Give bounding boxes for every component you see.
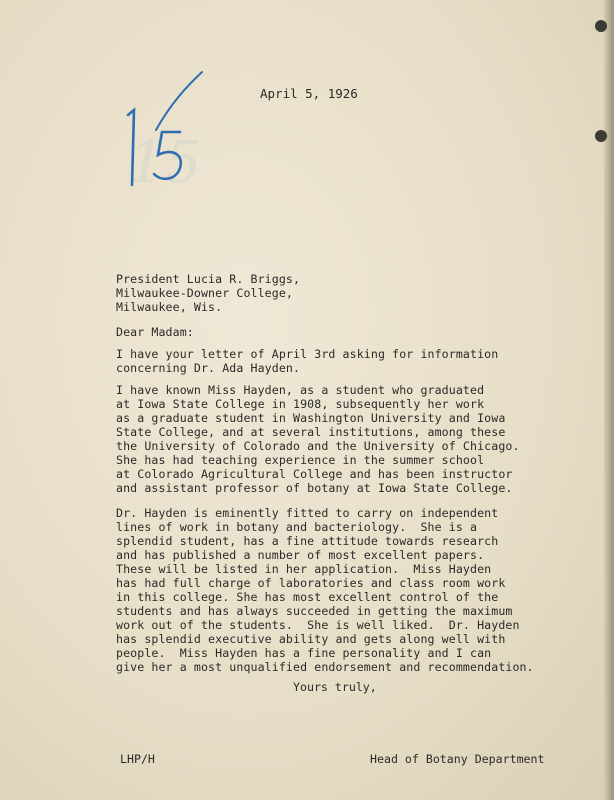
body-line: lines of work in botany and bacteriology. She is a [116,520,478,534]
body-line: in this college. She has most excellent control of the [116,590,499,604]
closing: Yours truly, [293,680,377,694]
body-line: as a graduate student in Washington University and Iowa [116,411,506,425]
body-line: has splendid executive ability and gets along well with [116,632,506,646]
recipient-line: Milwaukee, Wis. [116,300,223,314]
letter-date: April 5, 1926 [260,86,358,101]
handwritten-note: 15 [128,128,202,196]
punch-hole [595,130,607,142]
body-line: These will be listed in her application. Miss Hayden [116,562,492,576]
body-line: people. Miss Hayden has a fine personality and I can [116,646,492,660]
body-line: and assistant professor of botany at Iowa State College. [116,481,513,495]
handwritten-annotation [110,70,220,200]
recipient-line: President Lucia R. Briggs, [116,272,301,286]
body-line: and has published a number of most excellent papers. [116,548,485,562]
body-line: the University of Colorado and the University of Chicago. [116,439,520,453]
punch-hole [595,20,607,32]
body-line: students and has always succeeded in getting the maximum [116,604,513,618]
body-line: has had full charge of laboratories and class room work [116,576,506,590]
body-line: Dr. Hayden is eminently fitted to carry on independent [116,506,499,520]
signer-title: Head of Botany Department [370,752,545,766]
body-line: give her a most unqualified endorsement and recommendation. [116,660,534,674]
body-line: concerning Dr. Ada Hayden. [116,361,301,375]
body-line: She has had teaching experience in the summer school [116,453,485,467]
body-line: splendid student, has a fine attitude towards research [116,534,499,548]
body-line: I have known Miss Hayden, as a student who graduated [116,383,485,397]
body-line: I have your letter of April 3rd asking for information [116,347,499,361]
recipient-line: Milwaukee-Downer College, [116,286,294,300]
body-line: at Iowa State College in 1908, subsequently her work [116,397,485,411]
page-edge [604,0,614,800]
salutation: Dear Madam: [116,325,194,339]
body-line: State College, and at several institutions, among these [116,425,506,439]
typist-initials: LHP/H [120,752,155,766]
body-line: work out of the students. She is well liked. Dr. Hayden [116,618,520,632]
body-line: at Colorado Agricultural College and has been instructor [116,467,513,481]
